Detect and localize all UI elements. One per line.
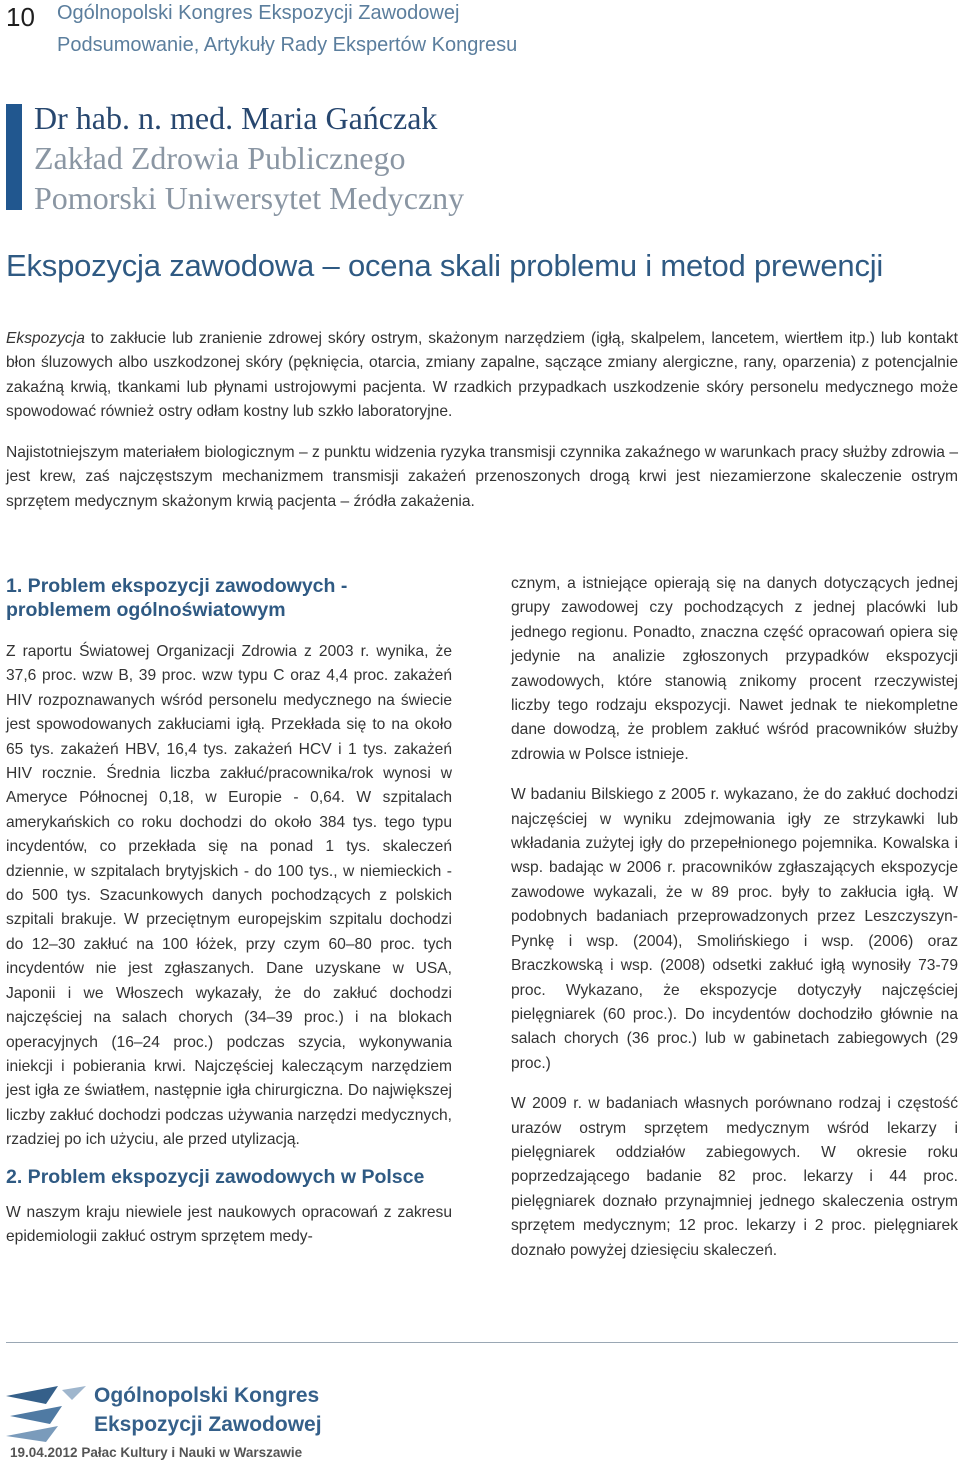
section-2-paragraph-continued: cznym, a istniejące opierają się na danych dotyczących jednej grupy zawodowej czy pochodzących z jednej placówki lub jednego regionu. Ponadto, znaczna część opracowań opiera się jedynie na analizie zgłoszonych przypadków ekspozycji zawodowych, które stanowią znikomy procent rzeczywistej liczby tego rodzaju ekspozycji. Nawet jednak te niekompletne dane dowodzą, że problem zakłuć wśród pracowników służby zdrowia w Polsce istnieje.: [511, 575, 958, 763]
left-column: [6, 574, 452, 1249]
running-header-subtitle: Podsumowanie, Artykuły Rady Ekspertów Kongresu: [57, 34, 518, 56]
intro-paragraph-2: [6, 441, 958, 514]
footer-divider: [6, 1342, 958, 1343]
page-number: 10: [6, 2, 35, 32]
intro-term: Ekspozycja: [6, 330, 85, 347]
author-university: Pomorski Uniwersytet Medyczny: [34, 180, 465, 216]
author-department: Zakład Zdrowia Publicznego: [34, 140, 406, 176]
article-title: Ekspozycja zawodowa – ocena skali problemu i metod prewencji: [6, 248, 884, 283]
footer-logo-line2: Ekspozycji Zawodowej: [94, 1413, 322, 1436]
section-2-title: Problem ekspozycji zawodowych w Polsce: [22, 1165, 425, 1188]
author-accent-bar: [6, 104, 22, 210]
section-1-number: 1.: [6, 575, 23, 597]
footer-event-info: [10, 1445, 302, 1460]
intro-paragraph-2-text: Najistotniejszym materiałem biologicznym – z punktu widzenia ryzyka transmisji czynnika zakaźnego w warunkach pracy służby zdrowia – jest krew, zaś najczęstszym mechanizmem transmisji zakażeń przenoszonych drogą krwi jest niezamierzone skaleczenie ostrym sprzętem medycznym skażonym krwią pacjenta – źródła zakażenia.: [6, 444, 958, 510]
section-2-paragraph-start: W naszym kraju niewiele jest naukowych opracowań z zakresu epidemiologii zakłuć ostrym sprzętem medy-: [6, 1203, 452, 1245]
author-name: Dr hab. n. med. Maria Gańczak: [34, 100, 438, 136]
right-column: [511, 572, 958, 1263]
footer-logo-line1: Ogólnopolski Kongres: [94, 1384, 320, 1407]
section-2-paragraph-3: W 2009 r. w badaniach własnych porównano rodzaj i częstość urazów ostrym sprzętem medycznym wśród lekarzy i pielęgniarek oddziałów zabiegowych. W okresie roku poprzedzającego badanie 82 proc. lekarzy i 44 proc. pielęgniarek doznało przynajmniej jednego skaleczenia ostrym sprzętem medycznym; 12 proc. lekarzy i 2 proc. pielęgniarek doznało powyżej dziesięciu skaleczeń.: [511, 1095, 958, 1259]
congress-logo-icon: [6, 1386, 86, 1442]
section-2-paragraph-2: W badaniu Bilskiego z 2005 r. wykazano, że do zakłuć dochodzi najczęściej w wyniku zdejmowania igły ze strzykawki lub wkładania zużytej igły do przepełnionego pojemnika. Kowalska i wsp. badając w 2006 r. pracowników zgłaszających ekspozycje zawodowe wykazali, że w 89 proc. były to zakłucia igłą. W podobnych badaniach przeprowadzonych przez Leszczyszyn-Pynkę i wsp. (2004), Smolińskiego i wsp. (2006) oraz Braczkowską i wsp. (2008) odsetki zakłuć igłą wynosiły 73-79 proc. Wykazano, że ekspozycje dotyczyły najczęściej pielęgniarek (60 proc.). Do incydentów dochodziło głównie na salach chorych (36 proc.) lub w gabinetach zabiegowych (29 proc.): [511, 786, 958, 1072]
intro-paragraph-1: [6, 327, 958, 425]
section-1-paragraph: Z raportu Światowej Organizacji Zdrowia z 2003 r. wynika, że 37,6 proc. wzw B, 39 proc. wzw typu C oraz 4,4 proc. zakażeń HIV rozpoznawanych wśród personelu medycznego na świecie jest spowodowanych zakłuciami igłą. Przekłada się to na około 65 tys. zakażeń HBV, 16,4 tys. zakażeń HCV i 1 tys. zakażeń HIV rocznie. Średnia liczba zakłuć/pracownika/rok wynosi w Ameryce Północnej 0,18, w Europie - 0,64. W szpitalach amerykańskich co roku dochodzi do około 384 tys. tego typu incydentów, co przekłada się na ponad 1 tys. skaleczeń dziennie, w szpitalach brytyjskich - do 100 tys., w niemieckich - do 500 tys. Szacunkowych danych pochodzących z polskich szpitali brakuje. W przeciętnym europejskim szpitalu dochodzi do 12–30 zakłuć na 100 łóżek, przy czym 60–80 proc. tych incydentów nie jest zgłaszanych. Dane uzyskane w USA, Japonii i we Włoszech wykazały, że do zakłuć dochodzi najczęściej na salach chorych (34–39 proc.) i na blokach operacyjnych (16–24 proc.) podczas szycia, wykonywania iniekcji i pobierania krwi. Najczęściej kaleczącym narzędziem jest igła ze światłem, następnie igła chirurgiczna. Do największej liczby zakłuć dochodzi podczas używania narzędzi medycznych, rzadziej po ich użyciu, ale przed utylizacją.: [6, 643, 452, 1149]
intro-paragraph-1-text: to zakłucie lub zranienie zdrowej skóry ostrym, skażonym narzędziem (igłą, skalpelem, lancetem, wiertłem itp.) lub kontakt błon śluzowych albo uszkodzonej skóry (pęknięcia, otarcia, zmiany zapalne, sączące zmiany alergiczne, rany, oparzenia) z potencjalnie zakaźną krwią, tkankami lub płynami ustrojowymi pacjenta. W rzadkich przypadkach uszkodzenie skóry personelu medycznego może spowodować również ostry odłam kostny lub szkło laboratoryjne.: [6, 330, 958, 421]
section-2-heading: [6, 1165, 452, 1189]
section-1-title: Problem ekspozycji zawodowych - problemem ogólnoświatowym: [6, 575, 348, 621]
section-2-number: 2.: [6, 1165, 23, 1188]
footer-event-place: Pałac Kultury i Nauki w Warszawie: [77, 1445, 303, 1460]
section-1-heading: [6, 574, 452, 622]
running-header-title: Ogólnopolski Kongres Ekspozycji Zawodowej: [57, 2, 460, 24]
footer-event-date: 19.04.2012: [10, 1445, 78, 1460]
